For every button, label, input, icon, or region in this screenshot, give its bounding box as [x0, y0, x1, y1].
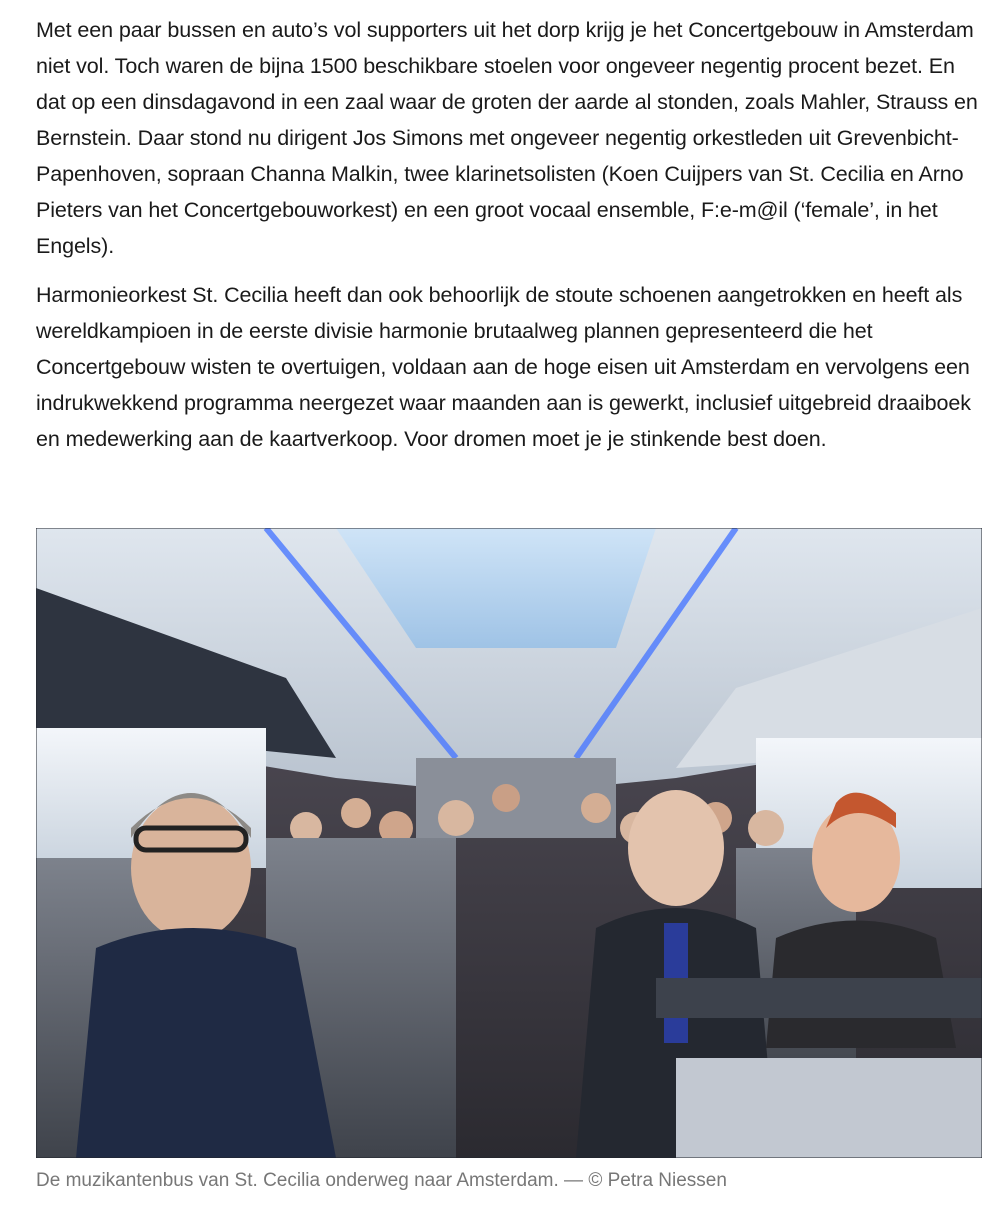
photo-caption: De muzikantenbus van St. Cecilia onderweg naar Amsterdam. — © Petra Niessen: [36, 1170, 727, 1191]
article-body: [36, 12, 986, 457]
paragraph: Harmonieorkest St. Cecilia heeft dan ook behoorlijk de stoute schoenen aangetrokken en heeft als wereldkampioen in de eerste divisie harmonie brutaalweg plannen gepresenteerd die het Concertgebouw wisten te overtuigen, voldaan aan de hoge eisen uit Amsterdam en vervolgens een indrukwekkend programma neergezet waar maanden aan is gewerkt, inclusief uitgebreid draaiboek en medewerking aan de kaartverkoop. Voor dromen moet je je stinkende best doen.: [36, 283, 971, 451]
article-figure: [36, 528, 982, 1194]
paragraph: Met een paar bussen en auto’s vol supporters uit het dorp krijg je het Concertgebouw in Amsterdam niet vol. Toch waren de bijna 1500 beschikbare stoelen voor ongeveer negentig procent bezet. En dat op een dinsdagavond in een zaal waar de groten der aarde al stonden, zoals Mahler, Strauss en Bernstein. Daar stond nu dirigent Jos Simons met ongeveer negentig orkestleden uit Grevenbicht-Papenhoven, sopraan Channa Malkin, twee klarinetsolisten (Koen Cuijpers van St. Cecilia en Arno Pieters van het Concertgebouworkest) en een groot vocaal ensemble, F:e-m@il (‘female’, in het Engels).: [36, 18, 978, 258]
bus-interior-photo[interactable]: [36, 528, 982, 1158]
